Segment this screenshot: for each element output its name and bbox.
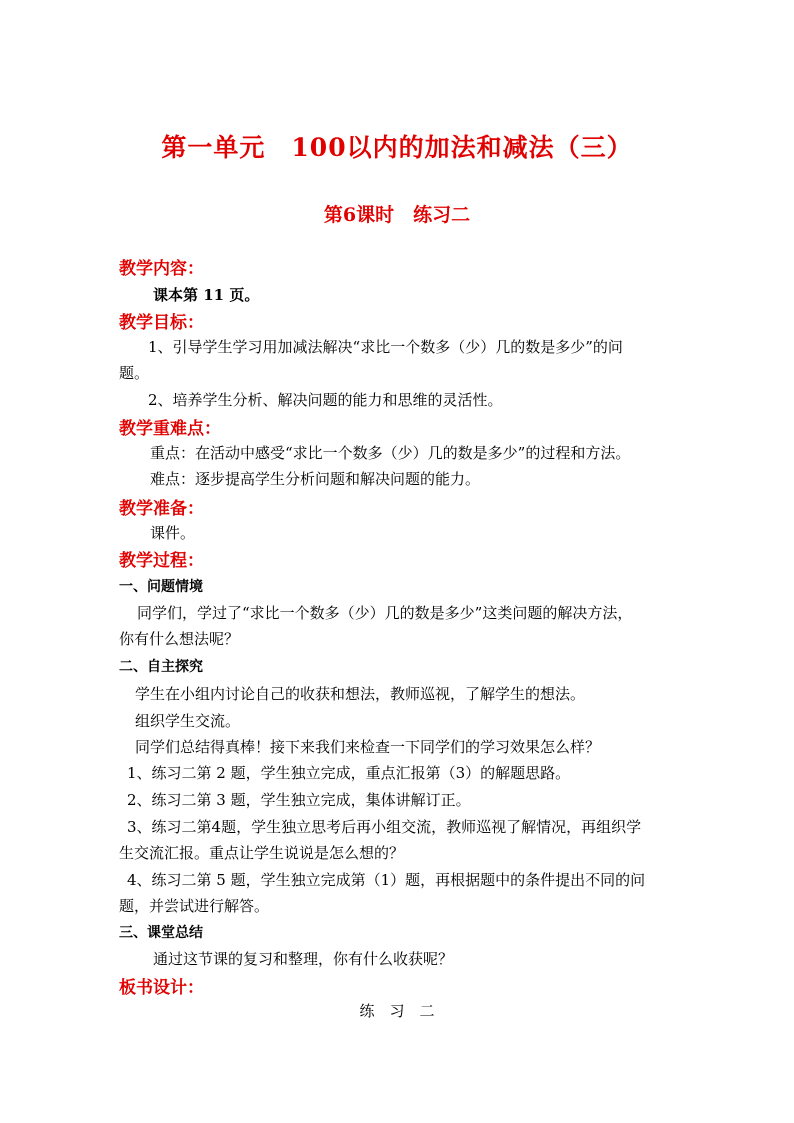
part-2-line-d: 1、练习二第 2 题，学生独立完成，重点汇报第（3）的解题思路。	[127, 764, 571, 782]
preparation-text: 课件。	[150, 524, 196, 542]
part-2-line-c: 同学们总结得真棒！接下来我们来检查一下同学们的学习效果怎么样？	[135, 738, 601, 756]
goal-2: 2、培养学生分析、解决问题的能力和思维的灵活性。	[148, 391, 503, 409]
board-design-text: 练 习 二	[359, 1002, 435, 1020]
part-1-line-2: 你有什么想法呢？	[119, 630, 240, 648]
part-2-line-b: 组织学生交流。	[135, 712, 241, 730]
preparation-heading: 教学准备：	[119, 499, 204, 519]
board-design-heading: 板书设计：	[119, 978, 204, 998]
page-subtitle: 第6课时 练习二	[323, 204, 471, 226]
part-1-line-1: 同学们，学过了“求比一个数多（少）几的数是多少”这类问题的解决方法，	[137, 604, 633, 622]
part-2-line-g1: 4、练习二第 5 题，学生独立完成第（1）题，再根据题中的条件提出不同的问	[127, 871, 646, 889]
part-2-line-g2: 题，并尝试进行解答。	[119, 897, 270, 915]
part-2-line-f1: 3、练习二第4题，学生独立思考后再小组交流，教师巡视了解情况，再组织学	[127, 818, 642, 836]
part-3-title: 三、课堂总结	[119, 925, 203, 941]
goal-1-line-2: 题。	[119, 364, 150, 382]
page-title: 第一单元 100以内的加法和减法（三）	[161, 133, 633, 162]
goal-1-line-1: 1、引导学生学习用加减法解决“求比一个数多（少）几的数是多少”的问	[148, 338, 623, 356]
difficulty-text: 难点：逐步提高学生分析问题和解决问题的能力。	[150, 470, 481, 488]
part-2-line-e: 2、练习二第 3 题，学生独立完成，集体讲解订正。	[127, 791, 471, 809]
key-points-heading: 教学重难点：	[119, 419, 221, 439]
part-2-line-a: 学生在小组内讨论自己的收获和想法，教师巡视，了解学生的想法。	[135, 685, 586, 703]
teaching-goals-heading: 教学目标：	[119, 313, 204, 333]
teaching-content-heading: 教学内容：	[119, 259, 204, 279]
process-heading: 教学过程：	[119, 551, 204, 571]
part-1-title: 一、问题情境	[119, 579, 203, 595]
key-point-text: 重点：在活动中感受“求比一个数多（少）几的数是多少”的过程和方法。	[150, 444, 631, 462]
teaching-content-text: 课本第 11 页。	[153, 286, 260, 304]
part-3-line-a: 通过这节课的复习和整理，你有什么收获呢？	[153, 950, 454, 968]
part-2-title: 二、自主探究	[119, 659, 203, 675]
part-2-line-f2: 生交流汇报。重点让学生说说是怎么想的？	[119, 844, 405, 862]
